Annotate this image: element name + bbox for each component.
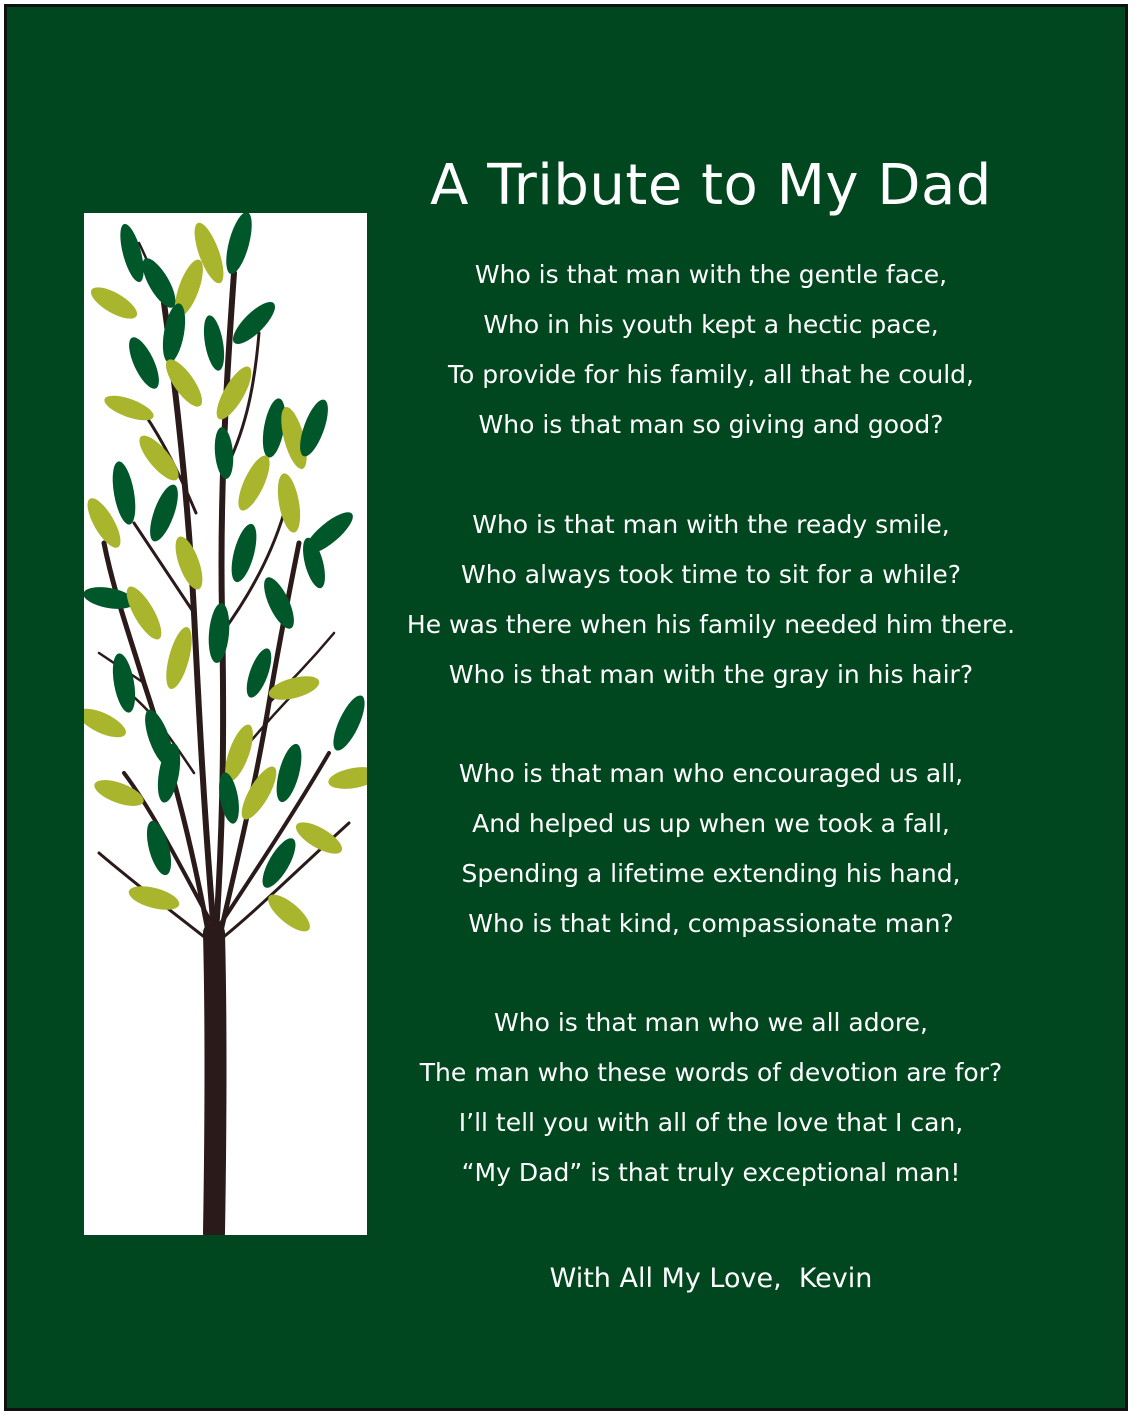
poem-line: Who is that kind, compassionate man? [468,909,954,938]
stanza-2 [393,500,1029,700]
poem-line: He was there when his family needed him there. [406,610,1016,639]
tree-leaves [84,213,367,937]
poem-signature: With All My Love, Kevin [549,1263,873,1294]
poem-line: Spending a lifetime extending his hand, [461,859,961,888]
poem-line: Who is that man who we all adore, [494,1008,928,1037]
poem-line: And helped us up when we took a fall, [472,809,950,838]
stanza-4 [393,998,1029,1198]
poem-title: A Tribute to My Dad [430,153,992,218]
stanza-1 [393,250,1029,450]
tree-illustration [84,213,367,1235]
poem-line: Who in his youth kept a hectic pace, [483,310,939,339]
poem-frame [4,4,1128,1411]
poem-line: Who always took time to sit for a while? [460,560,962,589]
tree-branches [99,223,349,1233]
poem-line: Who is that man with the ready smile, [472,510,950,539]
poem-line: I’ll tell you with all of the love that I can, [458,1108,964,1137]
poem-line: Who is that man who encouraged us all, [458,759,964,788]
poem-line: Who is that man so giving and good? [478,410,944,439]
poem-line: Who is that man with the gentle face, [474,260,948,289]
poem-line: To provide for his family, all that he could, [448,360,974,389]
stanza-3 [393,749,1029,949]
poem-line: Who is that man with the gray in his hair? [448,660,974,689]
poem-line: “My Dad” is that truly exceptional man! [461,1158,961,1187]
poem-line: The man who these words of devotion are for? [419,1058,1003,1087]
tree-illustration-panel [84,213,367,1235]
